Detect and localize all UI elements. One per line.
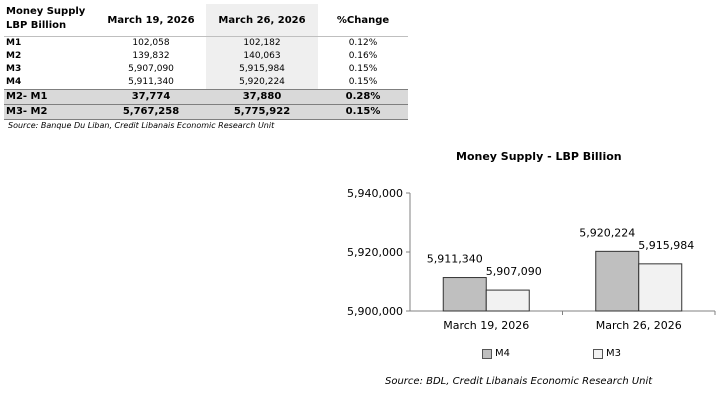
summary-value-1: 5,767,258 bbox=[96, 105, 206, 120]
summary-label: M2- M1 bbox=[4, 90, 96, 105]
chart-title: Money Supply - LBP Billion bbox=[456, 150, 622, 163]
bar-chart bbox=[330, 180, 716, 340]
summary-label: M3- M2 bbox=[4, 105, 96, 120]
y-tick-label: 5,900,000 bbox=[347, 305, 403, 318]
bar-m3 bbox=[486, 290, 529, 311]
summary-change: 0.15% bbox=[318, 105, 408, 120]
row-change: 0.15% bbox=[348, 77, 378, 87]
summary-value-2: 37,880 bbox=[206, 90, 318, 105]
money-supply-table bbox=[4, 4, 408, 120]
table-header-label bbox=[4, 4, 96, 37]
row-value-2: 5,920,224 bbox=[206, 76, 318, 90]
row-label: M1 bbox=[4, 37, 96, 51]
y-tick-label: 5,920,000 bbox=[347, 246, 403, 259]
summary-change: 0.28% bbox=[318, 90, 408, 105]
row-label: M3 bbox=[6, 64, 22, 74]
row-value-1: 5,907,090 bbox=[128, 64, 174, 74]
summary-row bbox=[4, 90, 408, 105]
summary-value-2: 5,775,922 bbox=[206, 105, 318, 120]
x-tick-label: March 19, 2026 bbox=[443, 319, 530, 332]
row-value-2: 102,182 bbox=[206, 37, 318, 51]
data-label: 5,907,090 bbox=[485, 265, 542, 279]
y-tick-label: 5,940,000 bbox=[347, 187, 403, 200]
data-label: 5,911,340 bbox=[426, 252, 483, 266]
table-header-row bbox=[4, 4, 408, 37]
bar-m3 bbox=[639, 264, 682, 311]
legend-label-m4: M4 bbox=[495, 348, 510, 359]
table-source-note: Source: Banque Du Liban, Credit Libanais Economic Research Unit bbox=[8, 121, 275, 130]
table-row bbox=[4, 76, 408, 90]
summary-row bbox=[4, 105, 408, 120]
table-header-col2: March 26, 2026 bbox=[206, 4, 318, 37]
bar-m4 bbox=[596, 251, 639, 311]
row-change: 0.12% bbox=[318, 37, 408, 51]
chart-source-note: Source: BDL, Credit Libanais Economic Research Unit bbox=[385, 376, 653, 387]
table-header-label-line2: LBP Billion bbox=[6, 20, 67, 31]
row-value-1: 5,911,340 bbox=[128, 77, 174, 87]
table-row bbox=[4, 63, 408, 76]
summary-value-1: 37,774 bbox=[96, 90, 206, 105]
row-change: 0.16% bbox=[348, 51, 378, 61]
row-change: 0.15% bbox=[348, 64, 378, 74]
row-label: M2 bbox=[6, 51, 22, 61]
data-label: 5,915,984 bbox=[638, 238, 695, 252]
row-label: M4 bbox=[6, 77, 22, 87]
legend-item-m4 bbox=[482, 348, 510, 359]
row-value-1: 139,832 bbox=[132, 51, 170, 61]
legend-item-m3 bbox=[593, 348, 621, 359]
legend-swatch-m3 bbox=[593, 349, 603, 359]
data-label: 5,920,224 bbox=[579, 226, 636, 240]
row-value-1: 102,058 bbox=[96, 37, 206, 51]
table-header-col3: %Change bbox=[336, 14, 390, 26]
table-row bbox=[4, 37, 408, 51]
x-tick-label: March 26, 2026 bbox=[595, 319, 682, 332]
table-header-label-line1: Money Supply bbox=[6, 6, 86, 17]
table-header-col1: March 19, 2026 bbox=[107, 14, 195, 26]
legend-swatch-m4 bbox=[482, 349, 492, 359]
table-row bbox=[4, 50, 408, 63]
legend-label-m3: M3 bbox=[606, 348, 621, 359]
row-value-2: 5,915,984 bbox=[206, 63, 318, 76]
bar-m4 bbox=[443, 278, 486, 311]
row-value-2: 140,063 bbox=[206, 50, 318, 63]
